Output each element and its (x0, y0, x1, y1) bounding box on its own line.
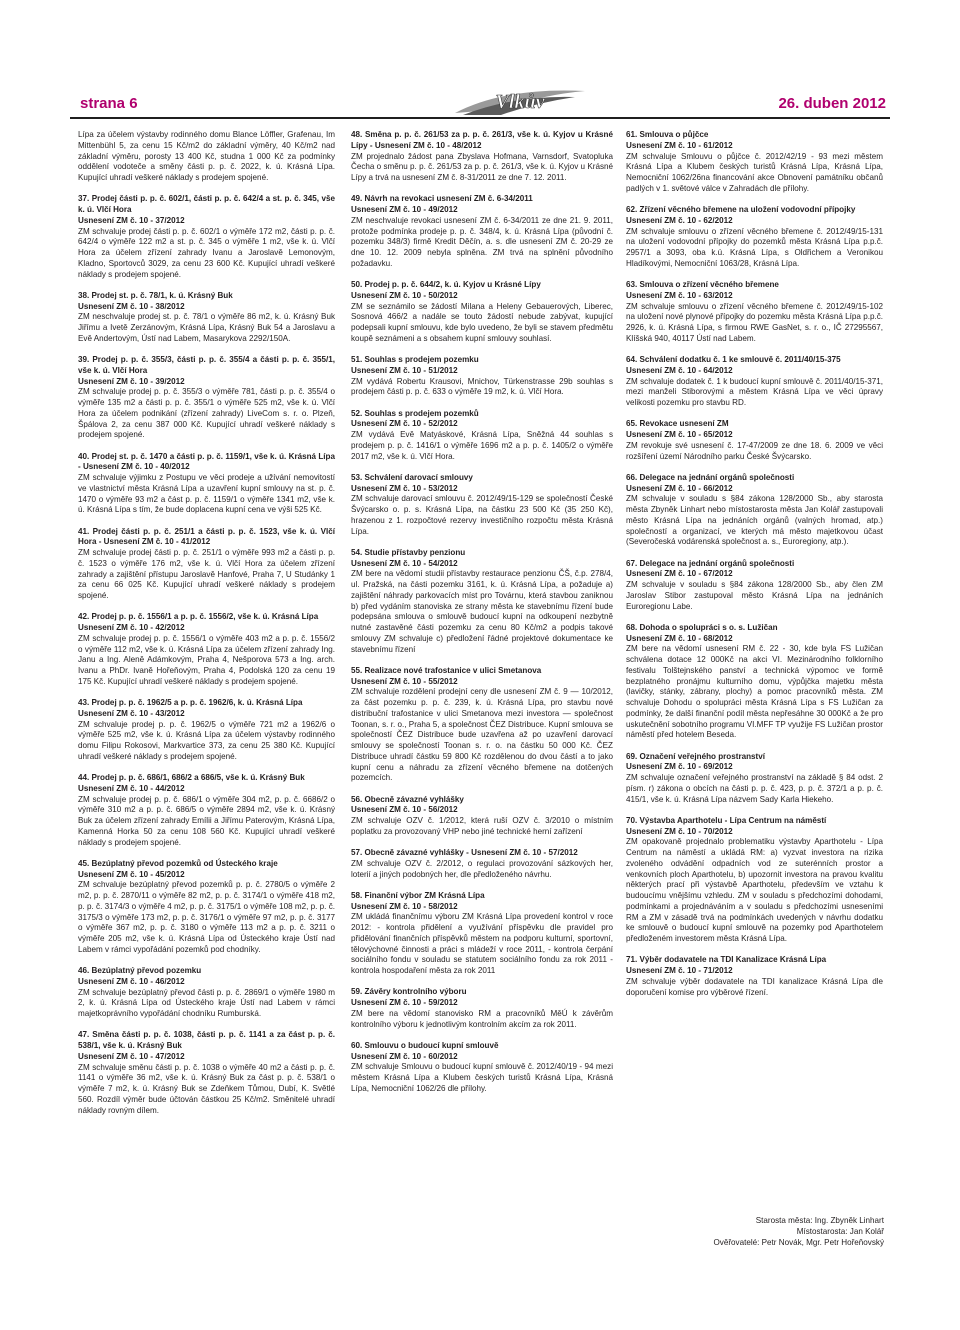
resolution-entry (78, 194, 335, 280)
resolution-title: 42. Prodej p. p. č. 1556/1 a p. p. č. 1556/2, vše k. ú. Krásná Lípa (78, 612, 319, 622)
resolution-text: ZM opakovaně projednalo problematiku výstavby Aparthotelu - Lípa Centrum na náměstí a ukládá RM: a) vyzvat investora na rizika zvoleného odvádění odpadních vod ze suterénních prostor a venkovních ploch Aparthotelu, b) upozornit investora na pravou kvalitu některých prací při výstavbě Aparthotelu, především ve vztahu k budoucímu vnějšímu vzhledu. ZM v souladu s předchozími dohodami, podmínkami a projednáváním a v souladu s předchozími usneseními RM a ZM v zásadě trvá na podmínkách uvedených v návrhu dodatku ke smlouvě o budoucí kupní smlouvě na pozemky pod Aparthotelem předloženém investorem města Krásná Lípa. (626, 837, 883, 943)
resolution-number: Usnesení ZM č. 10 - 55/2012 (351, 676, 458, 686)
resolution-entry (78, 859, 335, 956)
resolution-text: ZM projednalo žádost pana Zbyslava Hofmana, Varnsdorf, Svatopluka Čecha o směnu p. p. č. 261/53 za p. p. č. 261/3, vše k. ú. Kyjov u Krásné Lípy a trvá na usnesení ZM č. 8-31/2011 ze dne 7. 12. 2011. (351, 151, 613, 182)
resolution-entry (351, 795, 613, 838)
resolution-number: Usnesení ZM č. 10 - 70/2012 (626, 826, 733, 836)
resolution-text: ZM schvaluje prodej p. p. č. 1962/5 o výměře 721 m2 a 1962/6 o výměře 525 m2, vše k. ú. Krásná Lípa za účelem výstavby rodinného domu Filipu Rokosovi, Markvartice 373, za cenu 25 380 Kč. Kupující uhradí veškeré náklady s prodejem spojené. (78, 719, 335, 761)
resolution-text: ZM schvaluje smlouvu o zřízení věcného břemene č. 2012/49/15-102 na uložení nové plynové přípojky do pozemku města Krásná Lípa p.p.č. 2926, k. ú. Krásná Lípa, s firmou RWE GasNet, s. r. o., IČ 27295567, Klíšská 940, 40117 Ústí nad Labem. (626, 301, 883, 343)
column-1-entries (78, 194, 335, 1116)
resolution-title: 53. Schválení darovací smlouvy (351, 472, 473, 482)
resolution-title: 48. Směna p. p. č. 261/53 za p. p. č. 261/3, vše k. ú. Kyjov u Krásné Lípy - Usnesení ZM č. 10 - 48/2012 (351, 130, 613, 150)
signature-verifiers: Ověřovatelé: Petr Novák, Mgr. Petr Hořeňovský (713, 1237, 884, 1247)
resolution-title: 71. Výběr dodavatele na TDI Kanalizace Krásná Lípa (626, 955, 827, 965)
resolution-entry (351, 891, 613, 977)
resolution-text: ZM schvaluje prodej p. p. č. 355/3 o výměře 781, části p. p. č. 355/4 o výměře 135 m2 a části p. p. č. 355/1 o výměře 525 m2, vše k. ú. Vlčí Hora za účelem podnikání (zřízení zahrady) LiveCom s. r. o. Plzeň, Špálova 2, za cenu 387 000 Kč. Kupující uhradí veškeré náklady s prodejem spojené. (78, 387, 335, 440)
resolution-text: ZM schvaluje prodej p. p. č. 686/1 o výměře 304 m2, p. p. č. 6686/2 o výměře 310 m2 a p. p. č. 686/5 o výměře 2894 m2, vše k. ú. Krásný Buk za účelem zřízení zahrady Emílii a Jiřímu Paterovým, Krásná Lípa, Kamenná Horka 50 za cenu 108 560 Kč. Kupující uhradí veškeré náklady s prodejem spojené. (78, 794, 335, 847)
resolution-text: ZM bere na vědomí usnesení RM č. 22 - 30, kde byla FS Lužičan schválena dotace 12 000Kč na akci VI. Mezinárodního folklorního festivalu Tolštejnského panství a technická výpomoc ve formě bezplatného pronájmu kulturního domu, výpůjčka majetku města (lavičky, stánky, zábrany, plochy) a pomoc pracovníků města. ZM schvaluje Dohodu o spolupráci města Krásná Lípa s FS Lužičan za podmínky, že další finanční podíl města nepřesáhne 30 000Kč a že pro uskutečnění sobotního programu VI.MFF TP využije FS Lužičan prostor náměstí před hotelem Beseda. (626, 644, 883, 740)
resolution-entry (78, 966, 335, 1020)
resolution-entry (351, 409, 613, 463)
resolution-number: Usnesení ZM č. 10 - 71/2012 (626, 966, 733, 975)
resolution-text: ZM schvaluje smlouvu o zřízení věcného břemene č. 2012/49/15-131 na uložení vodovodní přípojky do pozemků města Krásná Lípa p.p.č. 2957/1 a 3093, oba k.ú. Krásná Lípa, s Oldřichem a Veronikou Hladíkovými, Nemocniční 1063/28, Krásná Lípa. (626, 226, 883, 268)
resolution-title: 37. Prodej části p. p. č. 602/1, části p. p. č. 642/4 a st. p. č. 345, vše k. ú. Vlčí Hora (78, 194, 335, 214)
resolution-text: ZM neschvaluje revokaci usnesení ZM č. 6-34/2011 ze dne 21. 9. 2011, protože podmínka prodeje p. p. č. 348/4, k. ú. Krásná Lípa (původní č. pozemku 348/3) firmě Kredit Děčín, a. s. dle usnesení ZM č. 20-29 ze dne 10. 12. 2009 nebyla splněna. ZM trvá na splnění původního požadavku. (351, 215, 613, 268)
resolution-title: 47. Směna části p. p. č. 1038, části p. p. č. 1141 a za část p. p. č. 538/1, vše k. ú. Krásný Buk (78, 1030, 335, 1050)
resolution-entry (626, 752, 883, 806)
resolution-number: Usnesení ZM č. 10 - 53/2012 (351, 483, 458, 493)
resolution-title: 43. Prodej p. p. č. 1962/5 a p. p. č. 1962/6, k. ú. Krásná Lípa (78, 698, 303, 707)
resolution-number: Usnesení ZM č. 10 - 49/2012 (351, 205, 458, 214)
resolution-entry (78, 1030, 335, 1116)
issue-date: 26. duben 2012 (778, 95, 886, 112)
resolution-text: ZM vydává Robertu Krausovi, Mnichov, Türkenstrasse 29b souhlas s prodejem části p. p. č. 633 o výměře 19 m2, k. ú. Vlčí Hora. (351, 376, 613, 397)
resolution-number: Usnesení ZM č. 10 - 45/2012 (78, 869, 185, 879)
resolution-title: 39. Prodej p. p. č. 355/3, části p. p. č. 355/4 a části p. p. č. 355/1, vše k. ú. Vlčí Hora (78, 355, 335, 375)
resolution-entry (351, 280, 613, 345)
intro-paragraph: Lípa za účelem výstavby rodinného domu Blance Löffler, Grafenau, Im Mittenbühl 5, za cenu 15 Kč/m2 do základní výměry, 40 Kč/m2 nad základní výměru, porosty 13 400 Kč, studna 1 000 Kč za podmínky oddělení vodoteče a směny části p. p. č. 2022, k. ú. Krásná Lípa. Kupující uhradí veškeré náklady s prodejem spojené. (78, 130, 335, 182)
resolution-title: 64. Schválení dodatku č. 1 ke smlouvě č. 2011/40/15-375 (626, 355, 841, 364)
resolution-entry (626, 419, 883, 462)
resolution-number: Usnesení ZM č. 10 - 46/2012 (78, 976, 185, 986)
resolution-entry (78, 612, 335, 687)
resolution-number: Usnesení ZM č. 10 - 67/2012 (626, 569, 733, 579)
resolution-entry (78, 452, 335, 517)
resolution-title: 60. Smlouvu o budoucí kupní smlouvě (351, 1040, 499, 1050)
resolution-text: ZM schvaluje směnu části p. p. č. 1038 o výměře 40 m2 a části p. p. č. 1141 o výměře 36 m2, vše k. ú. Krásný Buk za část p. p. č. 538/1 o výměře 7 m2, k. ú. Krásný Buk se Zdeňkem Tůmou, Dubí, K. Světlé 560. Rozdíl výměr bude účtován částkou 25 Kč/m2. Směnitelé uhradí náklady rovným dílem. (78, 1062, 335, 1115)
resolution-text: ZM schvaluje výjimku z Postupu ve věci prodeje a užívání nemovitostí ve vlastnictví města Krásná Lípa a uzavření kupní smlouvy na st. p. č. 1470 o výměře 93 m2 a část p. p. č. 1159/1 o výměře 1341 m2, vše k. ú. Krásná Lípa s tím, že bude doplacena kupní cena ve výši 525 Kč. (78, 473, 335, 515)
resolution-text: ZM schvaluje prodej p. p. č. 1556/1 o výměře 403 m2 a p. p. č. 1556/2 o výměře 112 m2, vše k. ú. Krásná Lípa za účelem zřízení zahrady Ing. Janu a Ing. Aleně Adámkovým, Praha 4, Nešporova 573 a Ing. arch. Ivanu a PhDr. Ivaně Hořeňovým, Praha 4, Podolská 120 za cenu 19 175 Kč. Kupující uhradí veškeré náklady s prodejem spojené. (78, 633, 335, 686)
resolution-number: Usnesení ZM č. 10 - 63/2012 (626, 290, 733, 300)
resolution-number: Usnesení ZM č. 10 - 39/2012 (78, 376, 185, 386)
resolution-number: Usnesení ZM č. 10 - 42/2012 (78, 623, 185, 632)
resolution-number: Usnesení ZM č. 10 - 62/2012 (626, 215, 733, 225)
resolution-title: 54. Studie přístavby penzionu (351, 547, 466, 557)
page-header (70, 83, 890, 123)
resolution-entry (626, 559, 883, 613)
resolution-number: Usnesení ZM č. 10 - 69/2012 (626, 762, 733, 772)
resolution-number: Usnesení ZM č. 10 - 54/2012 (351, 558, 458, 568)
resolution-number: Usnesení ZM č. 10 - 68/2012 (626, 633, 733, 643)
resolution-entry (351, 355, 613, 398)
resolution-text: ZM schvaluje bezúplatný převod pozemků p. p. č. 2780/5 o výměře 2 m2, p. p. č. 2870/11 o výměře 82 m2, p. p. č. 3174/1 o výměře 418 m2, p. p. č. 3174/3 o výměře 4 m2, p. p. č. 3175/1 o výměře 108 m2, p. p. č. 3175/3 o výměře 173 m2, p. p. č. 3176/1 o výměře 97 m2, p. p. č. 3177 o výměře 367 m2, p. p. č. 3180 o výměře 113 m2 a p. p. č. 3211 o výměře 205 m2, vše k. ú. Krásná Lípa od Ústeckého kraje Ústí nad Labem v rámci vypořádání pozemků pod chodníky. (78, 880, 335, 954)
resolution-text: ZM schvaluje OZV č. 1/2012, která ruší OZV č. 3/2010 o místním poplatku za provozovaný VHP nebo jiné technické herní zařízení (351, 816, 613, 836)
resolution-text: ZM schvaluje Smlouvu o budoucí kupní smlouvě č. 2012/40/19 - 94 mezi městem Krásná Lípa a Klubem českých turistů Krásná Lípa, Krásná Lípa, Nemocniční 1062/26 dle přílohy. (351, 1062, 613, 1093)
resolution-text: ZM vydává Evě Matyáskové, Krásná Lípa, Sněžná 44 souhlas s prodejem p. p. č. 1416/1 o výměře 1696 m2 a p. p. č. 1405/2 o výměře 2017 m2, vše k. ú. Vlčí Hora. (351, 430, 613, 461)
column-2-entries (351, 130, 613, 1095)
resolution-number: Usnesení ZM č. 10 - 64/2012 (626, 365, 733, 375)
resolution-text: ZM schvaluje OZV č. 2/2012, o regulaci provozování sázkových her, loterií a jiných podobných her, dle předloženého návrhu. (351, 858, 613, 879)
resolution-entry (78, 527, 335, 602)
resolution-text: ZM bere na vědomí stanovisko RM a pracovníků MěÚ k závěrům kontrolního výboru k jednotlivým kontrolním akcím za rok 2011. (351, 1008, 613, 1029)
resolution-title: 69. Označení veřejného prostranství (626, 751, 765, 761)
resolution-entry (626, 280, 883, 345)
resolution-entry (351, 473, 613, 538)
logo-text: Vlkův (495, 91, 545, 113)
resolution-number: Usnesení ZM č. 10 - 66/2012 (626, 483, 733, 493)
resolution-text: ZM se seznámilo se žádostí Milana a Heleny Gebauerových, Liberec, Sosnová 466/2 a nadále se touto žádostí nebude zabývat, kupující podepsali kupní smlouvu, kde bylo uvedeno, že byli se stavem předmětu koupě seznámeni a s obsahem kupní smlouvy souhlasí. (351, 301, 613, 343)
signature-block (690, 1216, 884, 1248)
resolution-title: 70. Výstavba Aparthotelu - Lípa Centrum na náměstí (626, 815, 827, 825)
resolution-title: 52. Souhlas s prodejem pozemků (351, 408, 479, 418)
resolution-title: 38. Prodej st. p. č. 78/1, k. ú. Krásný Buk (78, 290, 233, 300)
resolution-entry (626, 130, 883, 195)
column-3 (626, 130, 883, 1009)
resolution-title: 58. Finanční výbor ZM Krásná Lípa (351, 890, 485, 900)
resolution-number: Usnesení ZM č. 10 - 43/2012 (78, 708, 185, 718)
signature-deputy: Místostarosta: Jan Kolář (796, 1226, 884, 1236)
resolution-title: 66. Delegace na jednání orgánů společnosti (626, 472, 795, 482)
resolution-text: ZM schvaluje bezúplatný převod části p. p. č. 2869/1 o výměře 1980 m 2, k. ú. Krásná Lípa od Ústeckého kraje Ústí nad Labem v rámci majetkoprávního vypořádání chodníku Rumburská. (78, 987, 335, 1018)
resolution-entry (351, 548, 613, 656)
resolution-text: ZM schvaluje označení veřejného prostranství na základě § 84 odst. 2 písm. r) zákona o obcích na části p. p. č. 423, p. p. č. 372/1 a p. p. č. 415/1, vše k. ú. Krásná Lípa názvem Sady Karla Hiekeho. (626, 773, 883, 804)
page-number: strana 6 (80, 95, 138, 112)
resolution-title: 62. Zřízení věcného břemene na uložení vodovodní přípojky (626, 205, 856, 214)
resolution-text: ZM schvaluje dodatek č. 1 k budoucí kupní smlouvě č. 2011/40/15-371, mezi manželi Stiborovými a městem Krásná Lípa ve věci úpravy velikosti pozemku pro stavbu RD. (626, 376, 883, 407)
resolution-entry (626, 205, 883, 270)
resolution-text: ZM schvaluje darovací smlouvu č. 2012/49/15-129 se společností České Švýcarsko o. p. s. Krásná Lípa, na částku 23 500 Kč (35 250 Kč), hrazenou z 1. rozpočtové rezervy investičního rozpočtu města Krásná Lípa. (351, 494, 613, 536)
resolution-entry (351, 666, 613, 784)
resolution-title: 40. Prodej st. p. č. 1470 a části p. p. č. 1159/1, vše k. ú. Krásná Lípa - Usnesení ZM č. 10 - 40/2012 (78, 451, 335, 472)
resolution-entry (626, 816, 883, 945)
resolution-number: Usnesení ZM č. 10 - 44/2012 (78, 783, 185, 793)
resolution-number: Usnesení ZM č. 10 - 59/2012 (351, 998, 458, 1007)
resolution-title: 46. Bezúplatný převod pozemku (78, 966, 202, 975)
resolution-entry (626, 623, 883, 741)
resolution-entry (351, 130, 613, 184)
resolution-text: ZM schvaluje prodej části p. p. č. 602/1 o výměře 172 m2, části p. p. č. 642/4 o výměře 122 m2 a st. p. č. 345 o výměře 1 m2, vše k. ú. Vlčí Hora za účelem zřízení zahrady Ivanu a Jaroslavě Lemonovým, Kladno, Sportovců 3029, za cenu 23 600 Kč. Kupující uhradí veškeré náklady s prodejem spojené. (78, 226, 335, 279)
resolution-title: 45. Bezúplatný převod pozemků od Ústeckého kraje (78, 858, 278, 868)
resolution-title: 68. Dohoda o spolupráci s o. s. Lužičan (626, 622, 778, 632)
resolution-number: Usnesení ZM č. 10 - 37/2012 (78, 215, 185, 225)
resolution-text: ZM schvaluje v souladu s §84 zákona 128/2000 Sb., aby starosta města Zbyněk Linhart nebo místostarosta města Jan Kolář zastupovali město Krásná Lípa na jednáních orgánů (valných hromad, atp.) společností a organizací, ve kterých má město majetkovou účast (Severočeská vodárenská společnost a. s., Euroregiony, atp.). (626, 494, 883, 547)
resolution-number: Usnesení ZM č. 10 - 56/2012 (351, 805, 458, 815)
resolution-entry (351, 987, 613, 1030)
column-1 (78, 130, 335, 1127)
resolution-title: 44. Prodej p. p. č. 686/1, 686/2 a 686/5, vše k. ú. Krásný Buk (78, 773, 305, 782)
resolution-title: 56. Obecně závazné vyhlášky (351, 794, 464, 804)
resolution-text: ZM schvaluje prodej části p. p. č. 251/1 o výměře 993 m2 a části p. p. č. 1523 o výměře 176 m2, vše k. ú. Vlčí Hora za účelem zřízení zahrady a zajištění přístupu Jaroslavě Hanfové, Praha 7, U Studánky 1 za cenu 66 025 Kč. Kupující uhradí veškeré náklady s prodejem spojené. (78, 548, 335, 600)
resolution-number: Usnesení ZM č. 10 - 65/2012 (626, 430, 733, 439)
resolution-entry (78, 355, 335, 441)
resolution-entry (78, 291, 335, 345)
resolution-entry (351, 194, 613, 269)
resolution-entry (626, 355, 883, 409)
resolution-text: ZM ukládá finančnímu výboru ZM Krásná Lípa provedení kontrol v roce 2012: - kontrola přidělení a využívání příspěvku dle pravidel pro přidělování finančních příspěvků městem na podporu kulturní, sportovní, tělovýchovné činnosti a práci s mládeží v roce 2011, - kontrola čerpání sociálního fondu v souladu se statutem sociálního fondu za rok 2011 - kontrola hospodaření města za rok 2011 (351, 912, 613, 975)
resolution-title: 57. Obecně závazné vyhlášky - Usnesení ZM č. 10 - 57/2012 (351, 848, 578, 857)
resolution-entry (78, 698, 335, 763)
resolution-number: Usnesení ZM č. 10 - 52/2012 (351, 419, 458, 429)
resolution-title: 51. Souhlas s prodejem pozemku (351, 355, 479, 364)
resolution-number: Usnesení ZM č. 10 - 60/2012 (351, 1051, 458, 1061)
resolution-title: 63. Smlouva o zřízení věcného břemene (626, 280, 779, 289)
resolution-text: ZM schvaluje v souladu s §84 zákona 128/2000 Sb., aby člen ZM Jaroslav Stibor zastupoval město Krásná Lípa na jednáních Euroregionu Labe. (626, 580, 883, 611)
resolution-entry (351, 848, 613, 880)
resolution-title: 41. Prodej části p. p. č. 251/1 a části p. p. č. 1523, vše k. ú. Vlčí Hora - Usnesení ZM č. 10 - 41/2012 (78, 526, 335, 547)
resolution-title: 49. Návrh na revokaci usnesení ZM č. 6-34/2011 (351, 194, 533, 204)
resolution-title: 65. Revokace usnesení ZM (626, 419, 729, 429)
newspaper-logo (445, 83, 595, 119)
resolution-number: Usnesení ZM č. 10 - 51/2012 (351, 365, 458, 375)
resolution-entry (626, 473, 883, 548)
resolution-number: Usnesení ZM č. 10 - 47/2012 (78, 1051, 185, 1061)
signature-mayor: Starosta města: Ing. Zbyněk Linhart (755, 1216, 884, 1225)
resolution-text: ZM bere na vědomí studii přístavby restaurace penzionu ČŠ, č.p. 278/4, ul. Pražská, na části pozemku 3161, k. ú. Krásná Lípa, a požaduje a) zajištění náhrady parkovacích míst pro Továrnu, která stavbou zaniknou b) před vydáním stanoviska ze strany města ke stavebnímu řízení bude podepsána smlouva o smlouvě budoucí kupní na odkoupení nezbytně nutné zastavěné části pozemku za cenu 80 Kč/m2 a podpis takové smlouvy ZM schvaluje c) předložení řádné projektové dokumentace ke stavebnímu řízení (351, 569, 613, 654)
resolution-title: 55. Realizace nové trafostanice v ulici Smetanova (351, 665, 542, 675)
resolution-title: 61. Smlouva o půjčce (626, 130, 709, 139)
resolution-text: ZM schvaluje Smlouvu o půjčce č. 2012/42/19 - 93 mezi městem Krásná Lípa a Klubem českých turistů Krásná Lípa, Krásná Lípa, Nemocniční 1062/26na financování akce Obnovení památníku občanů padlých v 1. světové válce v Zahradách dle přílohy. (626, 151, 883, 193)
resolution-entry (78, 773, 335, 848)
column-3-entries (626, 130, 883, 998)
resolution-number: Usnesení ZM č. 10 - 50/2012 (351, 290, 458, 300)
resolution-number: Usnesení ZM č. 10 - 58/2012 (351, 901, 458, 911)
resolution-number: Usnesení ZM č. 10 - 38/2012 (78, 301, 185, 311)
resolution-entry (626, 955, 883, 998)
resolution-text: ZM schvaluje rozdělení prodejní ceny dle usnesení ZM č. 9 — 10/2012, za část pozemku p. p. č. 239, k. ú. Krásná Lípa, pro stavbu nové distribuční trafostanice v ulici Smetanova mezi investora — společnost Toonan, s. r. o., Praha 5, a společnost ČEZ Distribuce. Kupní smlouva se společností ČEZ Distribuce bude uzavřena až po uzavření darovací smlouvy se společností Toonan s. r. o. na částku 50 000 Kč. ČEZ Distribuce uhradí částku 59 800 Kč rozdělenou do dvou částí a to jako kupní cenu a náhradu za zřízení věcného břemene na dotčených pozemcích. (351, 687, 613, 783)
resolution-title: 67. Delegace na jednání orgánů společnosti (626, 558, 795, 568)
column-2 (351, 130, 613, 1105)
resolution-text: ZM neschvaluje prodej st. p. č. 78/1 o výměře 86 m2, k. ú. Krásný Buk Jiřímu a Ivetě Zerzánovým, Krásná Lípa, Krásný Buk 54 a Jaroslavu a Evě Andertovým, Ústí nad Labem, Masarykova 2292/150A. (78, 312, 335, 343)
resolution-text: ZM revokuje své usnesení č. 17-47/2009 ze dne 18. 6. 2009 ve věci rozšíření území Národního parku České Švýcarsko. (626, 440, 883, 461)
resolution-title: 50. Prodej p. p. č. 644/2, k. ú. Kyjov u Krásné Lípy (351, 280, 541, 289)
resolution-number: Usnesení ZM č. 10 - 61/2012 (626, 140, 733, 150)
header-rule (70, 117, 890, 119)
resolution-title: 59. Závěry kontrolního výboru (351, 987, 467, 997)
resolution-text: ZM schvaluje výběr dodavatele na TDI kanalizace Krásná Lípa dle doporučení komise pro výběrové řízení. (626, 976, 883, 997)
resolution-entry (351, 1041, 613, 1095)
